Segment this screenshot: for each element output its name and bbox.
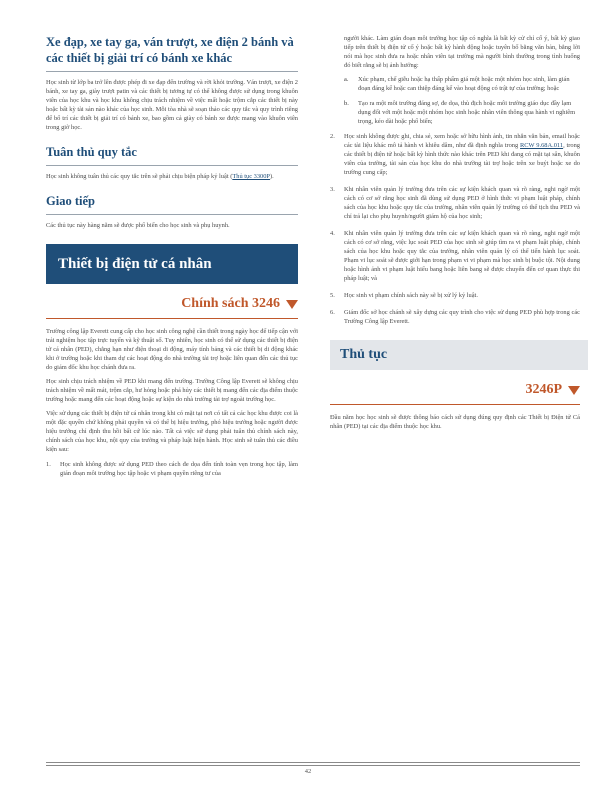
- communication-paragraph: Các thủ tục này hàng năm sẽ được phổ biến cho học sinh và phụ huynh.: [46, 222, 230, 229]
- page-number: 42: [304, 768, 312, 775]
- item-number: 5.: [330, 292, 335, 299]
- list-item: [330, 185, 580, 221]
- list-item: [330, 308, 580, 326]
- policy-heading: [46, 296, 298, 312]
- list-item: [46, 460, 298, 478]
- item-text: Giám đốc sở học chánh sẽ xây dựng các quy trình cho việc sử dụng PED phù hợp trong các Trường Công lập Everett.: [344, 309, 580, 325]
- policy-number: 3246: [252, 296, 280, 311]
- section-divider: [46, 165, 298, 166]
- section-title-communication: Giao tiếp: [46, 194, 95, 208]
- item2-text: Học sinh không được ghi, chia sẻ, xem hoặc sở hữu hình ảnh, tin nhắn văn bản, email hoặc các tài liệu khác mô tả hành vi khiêu dâm, như đã định nghĩa trong: [344, 133, 580, 149]
- list-item: [344, 75, 580, 93]
- section-divider: [46, 214, 298, 215]
- item-number: 1.: [46, 461, 51, 468]
- triangle-down-icon: [568, 386, 580, 395]
- procedure-3300p-link[interactable]: Thủ tục 3300P: [232, 173, 270, 180]
- policy-divider: [46, 318, 298, 319]
- item-text: Khi nhân viên quản lý trường đưa trên các sự kiện khách quan và rõ ràng, nghi ngờ một cách có cơ sở rằng học sinh đã dùng sử dụng PED ở hình thức vi phạm luật pháp, chính sách của học khu hoặc quy tắc của trường, nhân viên quản lý trường có thể tịch thu PED và chỉ trả lại cho phụ huynh/người giám hộ của học sinh;: [344, 186, 580, 220]
- right-column: [330, 34, 580, 436]
- item-text: [344, 132, 580, 177]
- conditions-list-continued: [330, 132, 580, 326]
- procedure-number: 3246P: [525, 382, 562, 397]
- policy-label: [181, 296, 280, 312]
- footer-rule: [46, 762, 580, 763]
- sub-list: [330, 75, 580, 126]
- item-number: b.: [344, 100, 349, 107]
- item2-text-end: , trong các thiết bị điện tử hoặc bất kỳ hình thức nào khác trên PED khi đang có mặt tại sân, khuôn viên của trường, tài sản của học khu do nhà trường tài trợ hoặc trên xe buýt hoặc xe do trường cung cấp;: [344, 142, 580, 176]
- left-column: [46, 34, 298, 486]
- policy-paragraph-2: Học sinh chịu trách nhiệm về PED khi mang đến trường. Trường Công lập Everett sẽ không chịu trách nhiệm về mất mát, trộm cắp, hư hỏng hoặc phá hủy các thiết bị mang đến các địa điểm thuộc trường hoặc mang đến các hoạt động hoặc sự kiện do nhà trường tài trợ ngoài trường học.: [46, 378, 298, 403]
- section-title-bikes: Xe đạp, xe tay ga, ván trượt, xe điện 2 bánh và các thiết bị giải trí có bánh xe khác: [46, 35, 294, 65]
- section-title-compliance: Tuân thủ quy tắc: [46, 145, 137, 159]
- item-number: a.: [344, 76, 349, 83]
- rcw-link[interactable]: RCW 9.68A.011: [520, 142, 564, 149]
- item-number: 4.: [330, 230, 335, 237]
- footer-rule: [46, 765, 580, 766]
- list-item: [330, 132, 580, 177]
- procedure-heading: [330, 382, 580, 398]
- procedures-banner: Thủ tục: [330, 340, 588, 370]
- procedure-divider: [330, 404, 580, 405]
- item-text: Học sinh vi phạm chính sách này sẽ bị xử lý kỷ luật.: [344, 292, 478, 299]
- item-text: Học sinh không được sử dụng PED theo cách đe dọa đến tính toàn vẹn trong học tập, làm gián đoạn môi trường học tập hoặc vi phạm quyền riêng tư của: [60, 461, 298, 477]
- policy-label-text: Chính sách: [181, 296, 249, 311]
- item-text: Xúc phạm, chế giễu hoặc hạ thấp phẩm giá một hoặc một nhóm học sinh, làm gián đoạn đáng kể hoặc can thiệp đáng kể vào hoạt động có trật tự của trường; hoặc: [358, 76, 570, 92]
- list-item: [330, 291, 580, 300]
- list-item: [330, 229, 580, 283]
- compliance-text-end: ).: [269, 173, 274, 180]
- policy-paragraph-3: Việc sử dụng các thiết bị điện tử cá nhân trong khi có mặt tại nơi có tất cả các học khu được coi là một đặc quyền chứ không phải quyền và có thể bị hiệu trưởng, phó hiệu trưởng hoặc người được hiệu trưởng chỉ định thu hồi bất cứ lúc nào. Tất cả việc sử dụng phải tuân thủ chính sách này, chính sách của học khu, nội quy của trường và pháp luật hiện hành. Học sinh sẽ tuân thủ các điều kiện sau:: [46, 410, 298, 453]
- section-divider: [46, 71, 298, 72]
- conditions-list: [46, 460, 298, 478]
- item-text: Tạo ra một môi trường đáng sợ, đe dọa, thù địch hoặc môi trường giáo dục đầy lạm dụng đối với một hoặc một nhóm học sinh hoặc nhân viên thông qua hành vi nghiêm trọng, kéo dài hoặc phổ biến;: [358, 100, 576, 125]
- policy-paragraph-1: Trường công lập Everett cung cấp cho học sinh công nghệ cần thiết trong ngày học để tiếp cận với trải nghiệm học tập trực tuyến và kỹ thuật số. Tuy nhiên, học sinh có thể sử dụng các thiết bị điện tử cá nhân (PED), chẳng hạn như điện thoại di động, máy tính bảng và các thiết bị di động khác khi ở trường hoặc khi tham dự các hoạt động do nhà trường tài trợ hoặc liên quan đến các thủ tục do giám đốc khu học chánh đưa ra.: [46, 328, 298, 371]
- item-number: 2.: [330, 133, 335, 140]
- item-number: 3.: [330, 186, 335, 193]
- item1-continued: người khác. Làm gián đoạn môi trường học tập có nghĩa là bất kỳ cử chỉ cố ý, bất kỳ giao tiếp trên thiết bị điện tử cố ý hoặc bất kỳ hành động hoặc tuyên bố bằng văn bản, bằng lời nói mà học sinh đưa ra hoặc nhân viên tại trường mà người bình thường trong tình huống đó biết rằng sẽ bị ảnh hưởng:: [344, 35, 580, 69]
- personal-devices-banner: Thiết bị điện tử cá nhân: [46, 244, 298, 284]
- item-number: 6.: [330, 309, 335, 316]
- list-item: [344, 99, 580, 126]
- procedure-paragraph: Đầu năm học học sinh sẽ được thông báo cách sử dụng đúng quy định các Thiết bị Điện tử Cá nhân (PED) tại các địa điểm thuộc học khu.: [330, 414, 580, 430]
- item-text: Khi nhân viên quản lý trường đưa trên các sự kiện khách quan và rõ ràng, nghi ngờ một cách có cơ sở rằng, việc lục soát PED của học sinh sẽ giúp tìm ra vi phạm luật pháp, chính sách của học khu hoặc quy tắc của trường, nhân viên quản lý có thể tiến hành lục soát. Phạm vi lục soát sẽ được giới hạn trong phạm vi vi phạm mà học sinh bị buộc tội. Nội dung hoặc hình ảnh vi phạm luật hiểu bang hoặc liên bang sẽ được chuyển đến cơ quan thực thi pháp luật; và: [344, 230, 580, 282]
- compliance-paragraph: [46, 172, 298, 181]
- compliance-text: Học sinh không tuân thủ các quy tắc trên sẽ phải chịu biện pháp kỷ luật (: [46, 173, 233, 180]
- triangle-down-icon: [286, 300, 298, 309]
- bikes-paragraph: Học sinh từ lớp ba trở lên được phép đi xe đạp đến trường và rời khỏi trường. Ván trượt, xe điện 2 bánh, xe tay ga, giày trượt patin và các thiết bị tương tự có thể không được sử dụng trong khuôn viên của học khu và học khu không chịu trách nhiệm về việc mất hoặc trộm cắp các thiết bị này hoặc bất kỳ tài sản nào khác của học sinh. Mỗi tòa nhà sẽ soạn thảo các quy tắc và quy trình riêng để bổ trí các thiết bị giải trí có bánh xe, bao gồm cả giày có bánh xe được mang vào khuôn viên trong giờ học.: [46, 79, 298, 131]
